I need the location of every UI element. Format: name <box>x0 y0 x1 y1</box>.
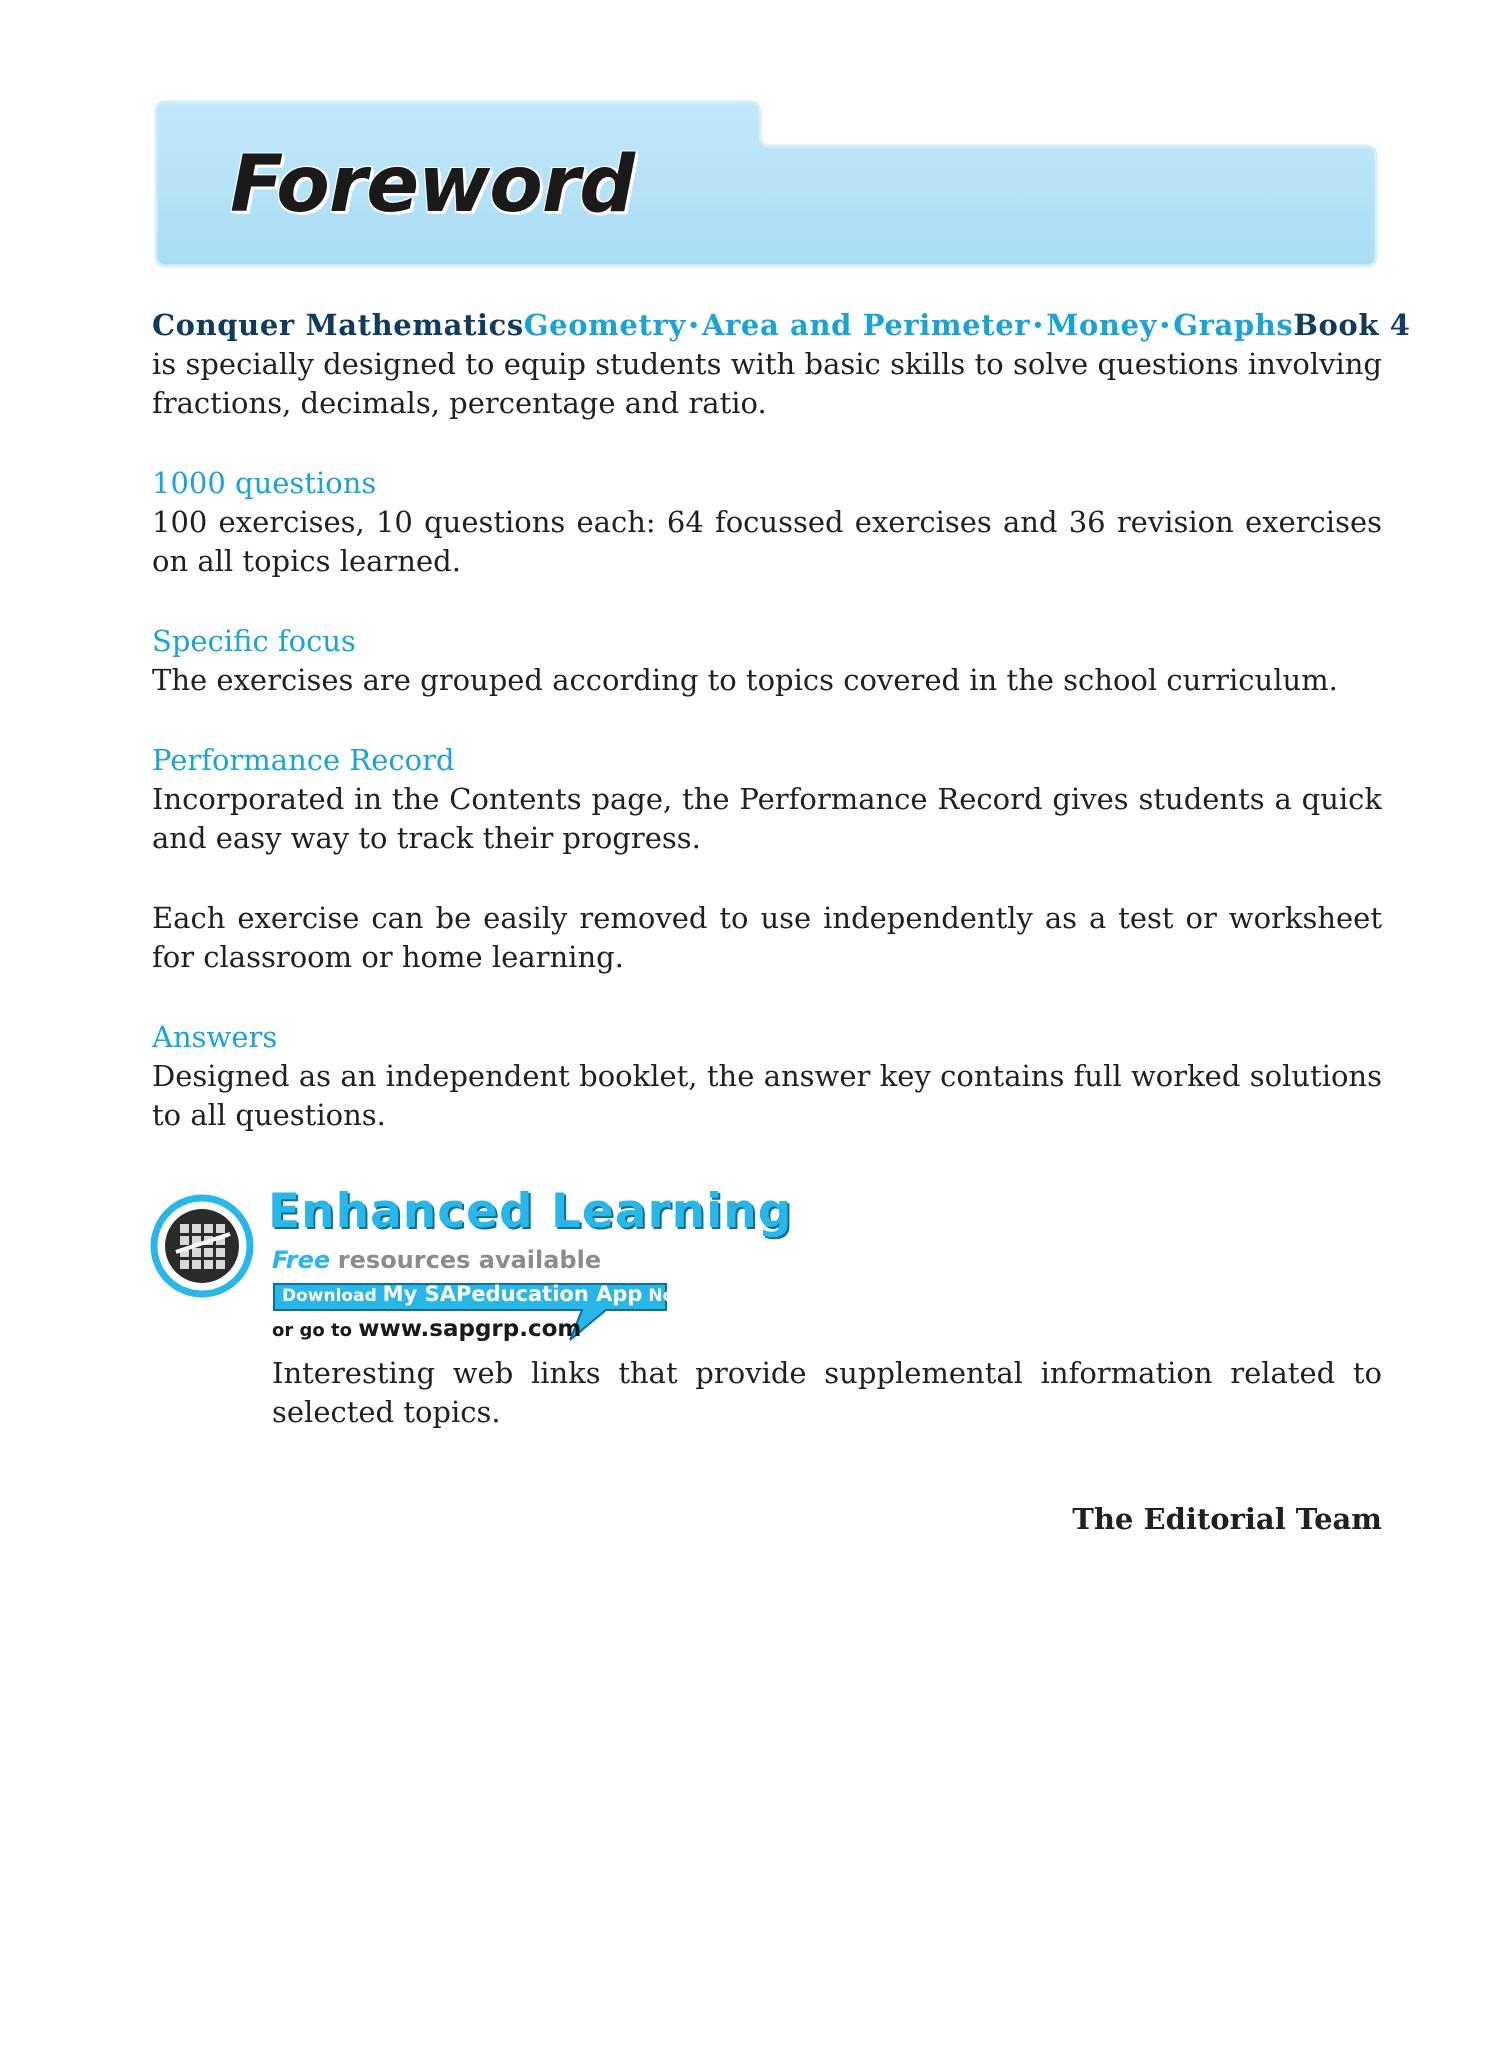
website-link[interactable]: www.sapgrp.com <box>358 1316 582 1342</box>
section-answers <box>152 1018 1382 1135</box>
intro-text: is specially designed to equip students with basic skills to solve questions involving fractions, decimals, percentage and ratio. <box>152 347 1382 420</box>
enhanced-learning-badge <box>150 1184 830 1342</box>
section-body: The exercises are grouped according to topics covered in the school curriculum. <box>152 663 1338 697</box>
section-heading: Specific focus <box>152 624 356 658</box>
section-heading: Answers <box>152 1020 278 1054</box>
header-banner <box>154 100 1380 268</box>
book-logo-icon <box>150 1194 254 1298</box>
download-suffix: Now! <box>648 1286 698 1306</box>
topic-separator: • <box>687 315 700 336</box>
topic-graphs: Graphs <box>1173 308 1294 342</box>
enhanced-learning-description-block <box>272 1354 1382 1432</box>
section-body: Each exercise can be easily removed to use independently as a test or worksheet for classroom or home learning. <box>152 901 1382 974</box>
section-body: 100 exercises, 10 questions each: 64 focussed exercises and 36 revision exercises on all topics learned. <box>152 505 1382 578</box>
topic-area-perimeter: Area and Perimeter <box>701 308 1031 342</box>
section-heading: 1000 questions <box>152 466 377 500</box>
intro-paragraph <box>152 306 1411 423</box>
page-title: Foreword <box>230 140 635 230</box>
free-resources-line <box>272 1246 601 1274</box>
section-1000-questions <box>152 464 1382 581</box>
section-specific-focus <box>152 622 1382 700</box>
free-label: Free <box>272 1246 331 1274</box>
section-heading: Performance Record <box>152 743 455 777</box>
enhanced-learning-title: Enhanced Learning <box>268 1184 793 1239</box>
enhanced-learning-description: Interesting web links that provide supplemental information related to selected topics. <box>272 1356 1382 1429</box>
download-app-name: My SAPeducation App <box>382 1282 643 1306</box>
resources-label: resources available <box>337 1246 602 1274</box>
book-number: Book 4 <box>1293 308 1411 342</box>
download-prefix: Download <box>282 1286 377 1306</box>
topic-money: Money <box>1046 308 1158 342</box>
section-removable-exercises <box>152 899 1382 977</box>
download-app-link[interactable] <box>282 1282 698 1306</box>
or-go-to-label: or go to <box>272 1320 352 1341</box>
website-line <box>272 1316 581 1342</box>
section-body: Designed as an independent booklet, the answer key contains full worked solutions to all questions. <box>152 1059 1382 1132</box>
topic-separator: • <box>1159 315 1172 336</box>
intro-title-line <box>152 306 1411 345</box>
book-name: Conquer Mathematics <box>152 308 524 342</box>
topic-separator: • <box>1032 315 1045 336</box>
section-body: Incorporated in the Contents page, the Performance Record gives students a quick and easy way to track their progress. <box>152 782 1382 855</box>
signature: The Editorial Team <box>1072 1502 1382 1536</box>
topic-geometry: Geometry <box>523 308 686 342</box>
section-performance-record <box>152 741 1382 858</box>
